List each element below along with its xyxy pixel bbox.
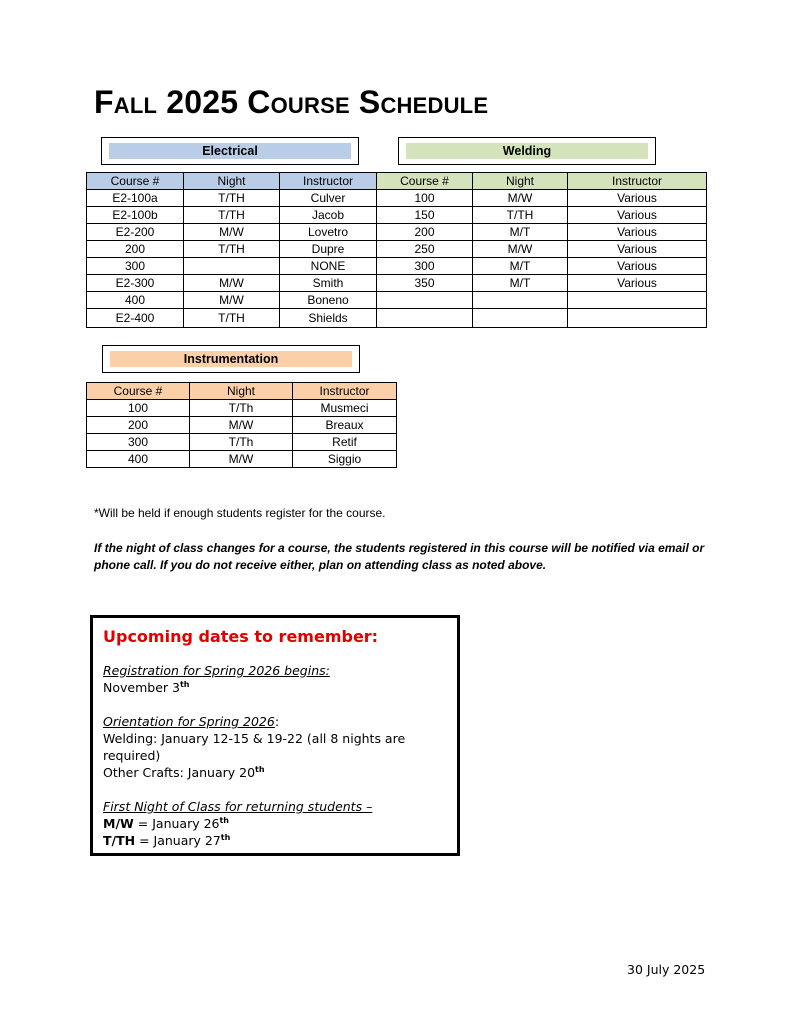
instrumentation-column-header: Night <box>190 383 293 400</box>
instrumentation-cell: Breaux <box>293 417 397 434</box>
instrumentation-cell: M/W <box>190 451 293 468</box>
electrical-cell: E2-100a <box>87 190 184 207</box>
welding-cell: 100 <box>377 190 473 207</box>
welding-cell: 200 <box>377 224 473 241</box>
welding-cell: 300 <box>377 258 473 275</box>
electrical-cell: E2-100b <box>87 207 184 224</box>
registration-heading: Registration for Spring 2026 begins: <box>103 663 330 678</box>
electrical-cell: NONE <box>280 258 377 275</box>
instrumentation-table <box>86 382 397 468</box>
table-row <box>87 190 707 207</box>
first-night-heading: First Night of Class for returning students – <box>103 799 373 814</box>
footer-date: 30 July 2025 <box>627 962 706 977</box>
electrical-cell: Smith <box>280 275 377 292</box>
electrical-cell: T/TH <box>184 241 280 258</box>
page-title: Fall 2025 Course Schedule <box>94 84 489 120</box>
electrical-label: Electrical <box>109 143 351 159</box>
instrumentation-label: Instrumentation <box>110 351 352 367</box>
instrumentation-cell: 200 <box>87 417 190 434</box>
table-row <box>87 258 707 275</box>
electrical-cell: M/W <box>184 275 280 292</box>
electrical-cell: E2-400 <box>87 309 184 328</box>
table-header-row <box>87 383 397 400</box>
table-row <box>87 207 707 224</box>
instrumentation-cell: 100 <box>87 400 190 417</box>
instrumentation-cell: T/Th <box>190 434 293 451</box>
table-row <box>87 224 707 241</box>
table-row <box>87 434 397 451</box>
welding-column-header: Course # <box>377 173 473 190</box>
instrumentation-cell: 300 <box>87 434 190 451</box>
electrical-welding-table <box>86 172 707 328</box>
welding-cell: Various <box>568 275 707 292</box>
instrumentation-header-box <box>102 345 360 373</box>
welding-cell: 150 <box>377 207 473 224</box>
electrical-cell: Culver <box>280 190 377 207</box>
electrical-cell: Lovetro <box>280 224 377 241</box>
night-change-notice: If the night of class changes for a course, the students registered in this course will be notified via email or phone call. If you do not receive either, plan on attending class as noted above. <box>94 541 705 572</box>
welding-cell: Various <box>568 224 707 241</box>
table-row <box>87 309 707 328</box>
instrumentation-cell: 400 <box>87 451 190 468</box>
electrical-cell: T/TH <box>184 207 280 224</box>
welding-cell <box>473 309 568 328</box>
welding-cell: Various <box>568 241 707 258</box>
welding-cell <box>568 292 707 309</box>
electrical-cell: E2-300 <box>87 275 184 292</box>
electrical-column-header: Instructor <box>280 173 377 190</box>
table-header-row <box>87 173 707 190</box>
welding-column-header: Night <box>473 173 568 190</box>
electrical-cell: 300 <box>87 258 184 275</box>
welding-cell: T/TH <box>473 207 568 224</box>
table-row <box>87 241 707 258</box>
instrumentation-cell: Musmeci <box>293 400 397 417</box>
welding-cell: M/W <box>473 190 568 207</box>
welding-cell: 250 <box>377 241 473 258</box>
welding-cell <box>377 292 473 309</box>
table-row <box>87 292 707 309</box>
first-night-mw: M/W = January 26th <box>103 815 230 831</box>
welding-cell <box>473 292 568 309</box>
table-row <box>87 417 397 434</box>
first-night-tth: T/TH = January 27th <box>103 832 231 848</box>
table-row <box>87 400 397 417</box>
welding-cell: M/W <box>473 241 568 258</box>
electrical-cell: 400 <box>87 292 184 309</box>
welding-cell <box>568 309 707 328</box>
welding-label: Welding <box>406 143 648 159</box>
electrical-cell <box>184 258 280 275</box>
instrumentation-cell: Retif <box>293 434 397 451</box>
welding-cell: Various <box>568 258 707 275</box>
electrical-cell: E2-200 <box>87 224 184 241</box>
electrical-cell: 200 <box>87 241 184 258</box>
upcoming-dates-box: Upcoming dates to remember: Registration for Spring 2026 begins: November 3th Orientation for Spring 2026: Welding: January 12-15 & 19-22 (all 8 nights are required) Other Crafts: January 20th First Night of Class for returning students – M/W = January 26th T/TH = January 27th <box>90 615 460 856</box>
orientation-heading: Orientation for Spring 2026 <box>103 714 275 729</box>
welding-cell: Various <box>568 207 707 224</box>
electrical-cell: M/W <box>184 224 280 241</box>
instrumentation-cell: T/Th <box>190 400 293 417</box>
electrical-header-box <box>101 137 359 165</box>
welding-cell <box>377 309 473 328</box>
welding-cell: 350 <box>377 275 473 292</box>
welding-cell: M/T <box>473 258 568 275</box>
welding-cell: M/T <box>473 224 568 241</box>
electrical-cell: Boneno <box>280 292 377 309</box>
instrumentation-cell: Siggio <box>293 451 397 468</box>
welding-cell: Various <box>568 190 707 207</box>
electrical-cell: Jacob <box>280 207 377 224</box>
welding-header-box <box>398 137 656 165</box>
electrical-column-header: Night <box>184 173 280 190</box>
welding-column-header: Instructor <box>568 173 707 190</box>
instrumentation-column-header: Instructor <box>293 383 397 400</box>
welding-cell: M/T <box>473 275 568 292</box>
orientation-other-crafts: Other Crafts: January 20th <box>103 764 265 780</box>
electrical-cell: T/TH <box>184 309 280 328</box>
upcoming-dates-title: Upcoming dates to remember: <box>103 627 379 646</box>
electrical-cell: T/TH <box>184 190 280 207</box>
table-row <box>87 451 397 468</box>
instrumentation-column-header: Course # <box>87 383 190 400</box>
registration-note: *Will be held if enough students register for the course. <box>94 506 386 520</box>
registration-date: November 3th <box>103 679 190 695</box>
electrical-cell: M/W <box>184 292 280 309</box>
electrical-column-header: Course # <box>87 173 184 190</box>
table-row <box>87 275 707 292</box>
orientation-welding: Welding: January 12-15 & 19-22 (all 8 nights are required) <box>103 731 406 763</box>
electrical-cell: Shields <box>280 309 377 328</box>
instrumentation-cell: M/W <box>190 417 293 434</box>
electrical-cell: Dupre <box>280 241 377 258</box>
